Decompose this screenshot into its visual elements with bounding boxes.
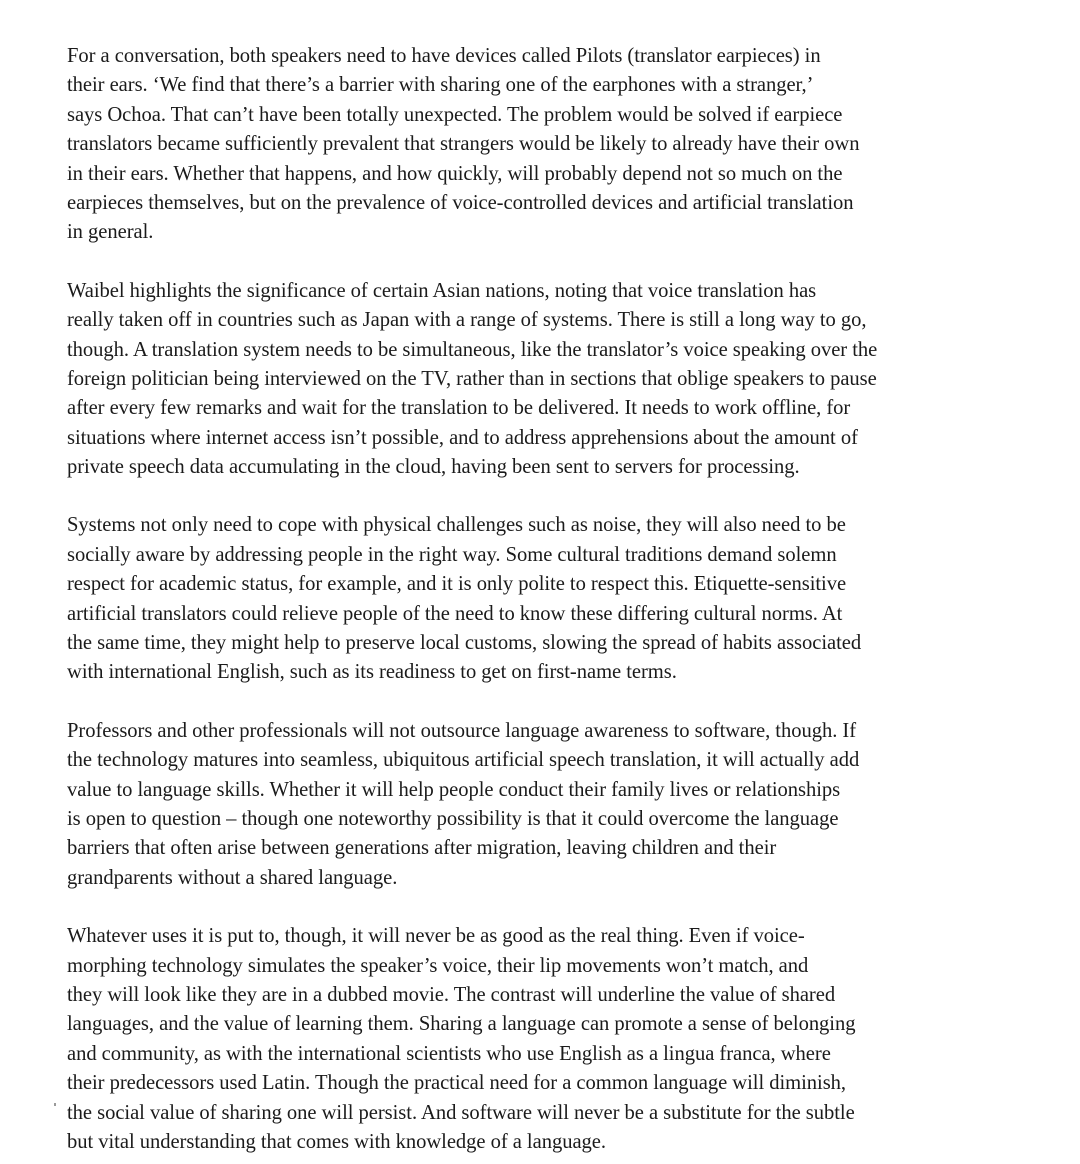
paragraph-4 <box>67 717 1040 893</box>
text-line: Waibel highlights the significance of certain Asian nations, noting that voice translation has <box>67 279 817 302</box>
text-line: the social value of sharing one will persist. And software will never be a substitute for the subtle <box>67 1101 855 1124</box>
text-line: though. A translation system needs to be simultaneous, like the translator’s voice speaking over the <box>67 338 878 361</box>
paragraph-2 <box>67 277 1040 483</box>
paragraph-3 <box>67 511 1040 687</box>
text-line: foreign politician being interviewed on the TV, rather than in sections that oblige speakers to pause <box>67 367 877 390</box>
text-line: morphing technology simulates the speaker’s voice, their lip movements won’t match, and <box>67 954 809 977</box>
text-line: but vital understanding that comes with knowledge of a language. <box>67 1130 606 1153</box>
text-line: Systems not only need to cope with physical challenges such as noise, they will also need to be <box>67 514 846 537</box>
text-line: earpieces themselves, but on the prevalence of voice-controlled devices and artificial translation <box>67 191 854 214</box>
text-line: situations where internet access isn’t possible, and to address apprehensions about the amount of <box>67 426 858 449</box>
text-line: socially aware by addressing people in the right way. Some cultural traditions demand solemn <box>67 543 837 566</box>
text-line: grandparents without a shared language. <box>67 866 398 889</box>
text-line: the technology matures into seamless, ubiquitous artificial speech translation, it will actually add <box>67 749 860 772</box>
text-line: Professors and other professionals will not outsource language awareness to software, though. If <box>67 719 857 742</box>
text-line: in general. <box>67 221 154 244</box>
paragraph-5 <box>67 922 1040 1157</box>
text-line: their ears. ‘We find that there’s a barrier with sharing one of the earphones with a stranger,’ <box>67 74 814 97</box>
text-line: and community, as with the international scientists who use English as a lingua franca, where <box>67 1042 831 1065</box>
text-line: says Ochoa. That can’t have been totally unexpected. The problem would be solved if earpiece <box>67 103 843 126</box>
text-line: translators became sufficiently prevalent that strangers would be likely to already have their own <box>67 133 860 156</box>
scan-speck <box>54 1103 56 1106</box>
text-line: with international English, such as its readiness to get on first-name terms. <box>67 661 677 684</box>
text-line: they will look like they are in a dubbed movie. The contrast will underline the value of shared <box>67 983 836 1006</box>
text-line: Whatever uses it is put to, though, it will never be as good as the real thing. Even if voice- <box>67 925 805 948</box>
text-line: respect for academic status, for example, and it is only polite to respect this. Etiquette-sensitive <box>67 573 847 596</box>
text-line: artificial translators could relieve people of the need to know these differing cultural norms. At <box>67 602 843 625</box>
paragraph-1 <box>67 42 1040 248</box>
text-line: the same time, they might help to preserve local customs, slowing the spread of habits associated <box>67 632 862 655</box>
text-line: their predecessors used Latin. Though the practical need for a common language will diminish, <box>67 1072 847 1095</box>
text-line: after every few remarks and wait for the translation to be delivered. It needs to work offline, for <box>67 397 851 420</box>
text-line: For a conversation, both speakers need to have devices called Pilots (translator earpieces) in <box>67 45 821 67</box>
text-line: private speech data accumulating in the cloud, having been sent to servers for processing. <box>67 456 800 479</box>
text-line: languages, and the value of learning them. Sharing a language can promote a sense of belonging <box>67 1013 856 1036</box>
text-line: is open to question – though one noteworthy possibility is that it could overcome the language <box>67 807 839 830</box>
text-line: value to language skills. Whether it will help people conduct their family lives or relationships <box>67 778 841 801</box>
text-line: in their ears. Whether that happens, and how quickly, will probably depend not so much on the <box>67 162 843 185</box>
text-line: barriers that often arise between generations after migration, leaving children and their <box>67 837 777 860</box>
text-line: really taken off in countries such as Japan with a range of systems. There is still a long way to go, <box>67 309 867 332</box>
